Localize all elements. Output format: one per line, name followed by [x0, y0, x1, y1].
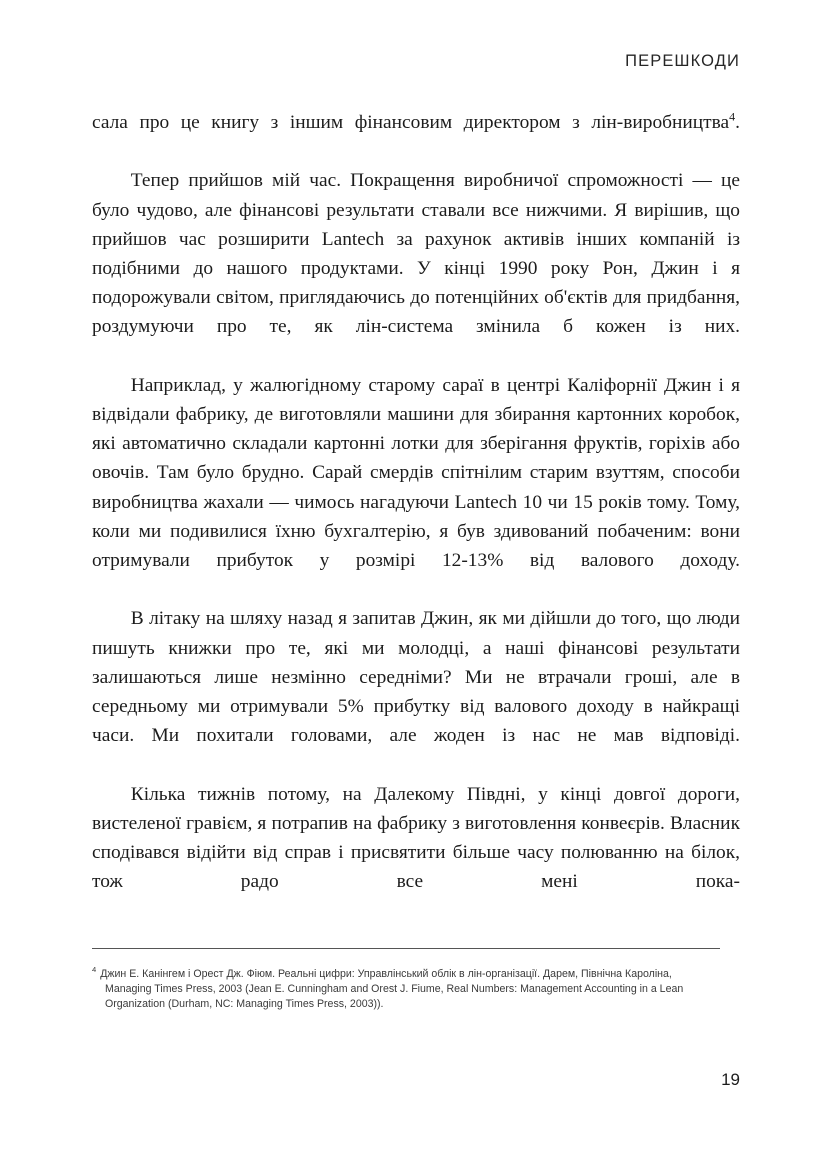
footnote-reference-marker[interactable]: 4 [729, 109, 736, 124]
footnote-entry [92, 967, 720, 1013]
body-text-column [92, 108, 740, 926]
footnote-text: Джин Е. Канінгем і Орест Дж. Фіюм. Реальні цифри: Управлінський облік в лін-організації. Дарем, Північна Кароліна, Managing Times Press, 2003 (Jean E. Cunningham and Orest J. Fiume, Real Numbers: Management Accounting in a Lean Organization (Durham, NC: Managing Times Press, 2003)). [100, 968, 684, 1011]
paragraph-my-turn: Тепер прийшов мій час. Покращення виробничої спроможності — це було чудово, але фінансові результати ставали все нижчими. Я вирішив, що прийшов час розширити Lantech за рахунок активів інших компаній із подібними до нашого продуктами. У кінці 1990 року Рон, Джин і я подорожували світом, приглядаючись до потенційних об'єктів для придбання, роздумуючи про те, як лін-система змінила б кожен із них. [92, 170, 740, 338]
footnote-number: 4 [92, 965, 97, 975]
running-header: ПЕРЕШКОДИ [625, 52, 740, 70]
page-number: 19 [721, 1070, 740, 1089]
footnote-separator-rule [92, 948, 720, 949]
paragraph-deep-south: Кілька тижнів потому, на Далекому Півдні, у кінці довгої дороги, вистеленої гравієм, я потрапив на фабрику з виготовлення конвеєрів. Власник сподівався відійти від справ і присвятити більше часу полюванню на білок, тож радо все мені пока- [92, 783, 740, 893]
paragraph-continued [92, 108, 740, 166]
footnote-area [92, 948, 720, 1013]
paragraph-trailing-punctuation: . [735, 112, 740, 133]
paragraph-california-barn: Наприклад, у жалюгідному старому сараї в центрі Каліфорнії Джин і я відвідали фабрику, де виготовляли машини для збирання картонних коробок, які автоматично складали картонні лотки для зберігання фруктів, горіхів або овочів. Там було брудно. Сарай смердів спітнілим старим взуттям, способи виробництва жахали — чимось нагадуючи Lantech 10 чи 15 років тому. Тому, коли ми подивилися їхню бухгалтерію, я був здивований побаченим: вони отримували прибуток у розмірі 12-13% від валового доходу. [92, 374, 740, 572]
paragraph-plane-question: В літаку на шляху назад я запитав Джин, як ми дійшли до того, що люди пишуть книжки про те, які ми молодці, а наші фінансові результати залишаються лише незмінно середніми? Ми не втрачали гроші, але в середньому ми отримували 5% прибутку від валового доходу в найкращі часи. Ми похитали головами, але жоден із нас не мав відповіді. [92, 608, 740, 747]
paragraph-text: сала про це книгу з іншим фінансовим директором з лін-виробництва [92, 112, 730, 133]
